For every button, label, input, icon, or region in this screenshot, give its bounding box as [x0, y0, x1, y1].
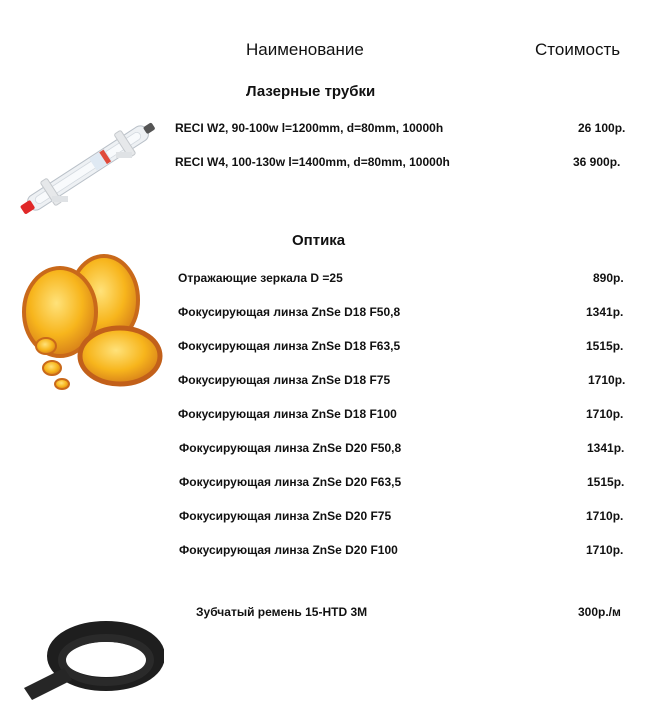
list-item-name: Фокусирующая линза ZnSe D18 F63,5: [178, 339, 401, 353]
list-item-name: RECI W4, 100-130w l=1400mm, d=80mm, 10000h: [175, 155, 450, 169]
column-header-price: Стоимость: [535, 40, 621, 59]
list-item-name: RECI W2, 90-100w l=1200mm, d=80mm, 10000h: [175, 121, 444, 135]
timing-belt-image: [14, 608, 164, 708]
list-item-price: 300р./м: [578, 605, 621, 619]
list-item-price: 1710р.: [586, 509, 624, 523]
list-item-name: Отражающие зеркала D =25: [178, 271, 343, 285]
list-item-price: 1515р.: [586, 339, 624, 353]
list-item-price: 26 100р.: [578, 121, 626, 135]
list-item-name: Фокусирующая линза ZnSe D18 F75: [178, 373, 391, 387]
list-item-name: Фокусирующая линза ZnSe D18 F100: [178, 407, 397, 421]
list-item-price: 36 900р.: [573, 155, 621, 169]
list-item-name: Зубчатый ремень 15-HTD 3M: [196, 605, 368, 619]
section-title-laser-tubes: Лазерные трубки: [246, 83, 376, 100]
list-item-name: Фокусирующая линза ZnSe D20 F50,8: [179, 441, 402, 455]
list-item-name: Фокусирующая линза ZnSe D20 F75: [179, 509, 392, 523]
section-title-optics: Оптика: [292, 232, 346, 249]
list-item-price: 1710р.: [586, 543, 624, 557]
list-item-price: 1710р.: [588, 373, 626, 387]
column-header-name: Наименование: [246, 40, 364, 59]
list-item-price: 1341р.: [587, 441, 625, 455]
list-item-name: Фокусирующая линза ZnSe D18 F50,8: [178, 305, 401, 319]
list-item-name: Фокусирующая линза ZnSe D20 F63,5: [179, 475, 402, 489]
list-item-price: 1341р.: [586, 305, 624, 319]
list-item-price: 890р.: [593, 271, 624, 285]
list-item-price: 1710р.: [586, 407, 624, 421]
list-item-price: 1515р.: [587, 475, 625, 489]
list-item-name: Фокусирующая линза ZnSe D20 F100: [179, 543, 398, 557]
optics-lenses-image: [16, 250, 166, 400]
laser-tube-image: [8, 118, 168, 218]
